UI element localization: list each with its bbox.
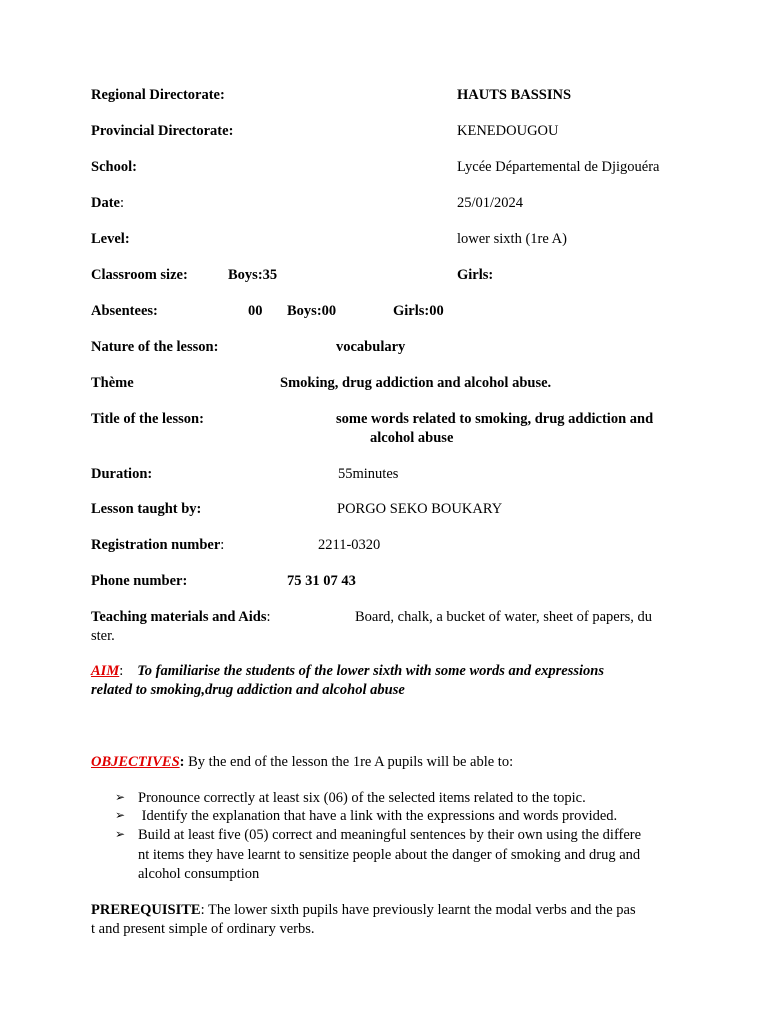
objective-item-3-line1: Build at least five (05) correct and meaningful sentences by their own using the differe: [138, 827, 642, 843]
registration-row: [91, 536, 224, 555]
theme-label: Thème: [91, 375, 134, 391]
aim-text-line2: related to smoking,drug addiction and alcohol abuse: [91, 682, 405, 698]
prerequisite-label: PREREQUISITE: [91, 902, 201, 918]
classroom-size-label: Classroom size:: [91, 267, 188, 283]
date-row: [91, 194, 124, 213]
regional-directorate-label: Regional Directorate:: [91, 87, 225, 103]
objectives-heading: [91, 753, 513, 772]
level-label: Level:: [91, 231, 130, 247]
nature-value: vocabulary: [336, 339, 406, 355]
aim-line1: [91, 662, 604, 681]
provincial-directorate-label: Provincial Directorate:: [91, 123, 234, 139]
materials-colon: :: [266, 609, 271, 625]
objectives-intro: By the end of the lesson the 1re A pupils will be able to:: [184, 754, 514, 770]
registration-colon: :: [220, 537, 225, 553]
lesson-title-line1: some words related to smoking, drug addiction and: [336, 411, 654, 427]
absentees-count: 00: [248, 303, 263, 319]
absentees-label: Absentees:: [91, 303, 158, 319]
level-value: lower sixth (1re A): [457, 231, 567, 247]
absentees-girls: Girls:00: [393, 303, 444, 319]
objectives-colon: :: [179, 754, 185, 770]
school-value: Lycée Départemental de Djigouéra: [457, 159, 660, 175]
classroom-girls: Girls:: [457, 267, 494, 283]
materials-label: Teaching materials and Aids: [91, 609, 267, 625]
materials-line2: ster.: [91, 628, 115, 644]
absentees-boys: Boys:00: [287, 303, 337, 319]
classroom-boys: Boys:35: [228, 267, 278, 283]
date-colon: :: [120, 195, 125, 211]
arrow-bullet-icon: ➢: [115, 808, 126, 822]
date-label: Date: [91, 195, 120, 211]
phone-value: 75 31 07 43: [287, 573, 356, 589]
registration-label: Registration number: [91, 537, 221, 553]
prerequisite-line1: [91, 901, 636, 920]
arrow-bullet-icon: ➢: [115, 827, 126, 841]
date-value: 25/01/2024: [457, 195, 524, 211]
materials-line1: Board, chalk, a bucket of water, sheet of papers, du: [355, 609, 652, 625]
lesson-title-label: Title of the lesson:: [91, 411, 204, 427]
theme-value: Smoking, drug addiction and alcohol abuse.: [280, 375, 552, 391]
taught-by-label: Lesson taught by:: [91, 501, 202, 517]
materials-row: [91, 608, 271, 627]
regional-directorate-value: HAUTS BASSINS: [457, 87, 572, 103]
objective-item-3-line3: alcohol consumption: [138, 866, 260, 882]
duration-label: Duration:: [91, 466, 153, 482]
objective-item-1: Pronounce correctly at least six (06) of the selected items related to the topic.: [138, 790, 586, 806]
objective-item-3-line2: nt items they have learnt to sensitize people about the danger of smoking and drug and: [138, 847, 641, 863]
prerequisite-text1: : The lower sixth pupils have previously learnt the modal verbs and the pas: [200, 902, 636, 918]
taught-by-value: PORGO SEKO BOUKARY: [337, 501, 503, 517]
lesson-title-line2: alcohol abuse: [370, 430, 454, 446]
aim-colon: :: [119, 663, 124, 679]
arrow-bullet-icon: ➢: [115, 790, 126, 804]
registration-value: 2211-0320: [318, 537, 381, 553]
phone-label: Phone number:: [91, 573, 188, 589]
duration-value: 55minutes: [338, 466, 399, 482]
nature-label: Nature of the lesson:: [91, 339, 219, 355]
objectives-label: OBJECTIVES: [91, 754, 180, 770]
objective-item-2: Identify the explanation that have a link with the expressions and words provided.: [138, 808, 618, 824]
aim-text-line1: To familiarise the students of the lower sixth with some words and expressions: [137, 663, 605, 679]
prerequisite-line2: t and present simple of ordinary verbs.: [91, 921, 315, 937]
aim-label: AIM: [91, 663, 120, 679]
provincial-directorate-value: KENEDOUGOU: [457, 123, 559, 139]
school-label: School:: [91, 159, 137, 175]
